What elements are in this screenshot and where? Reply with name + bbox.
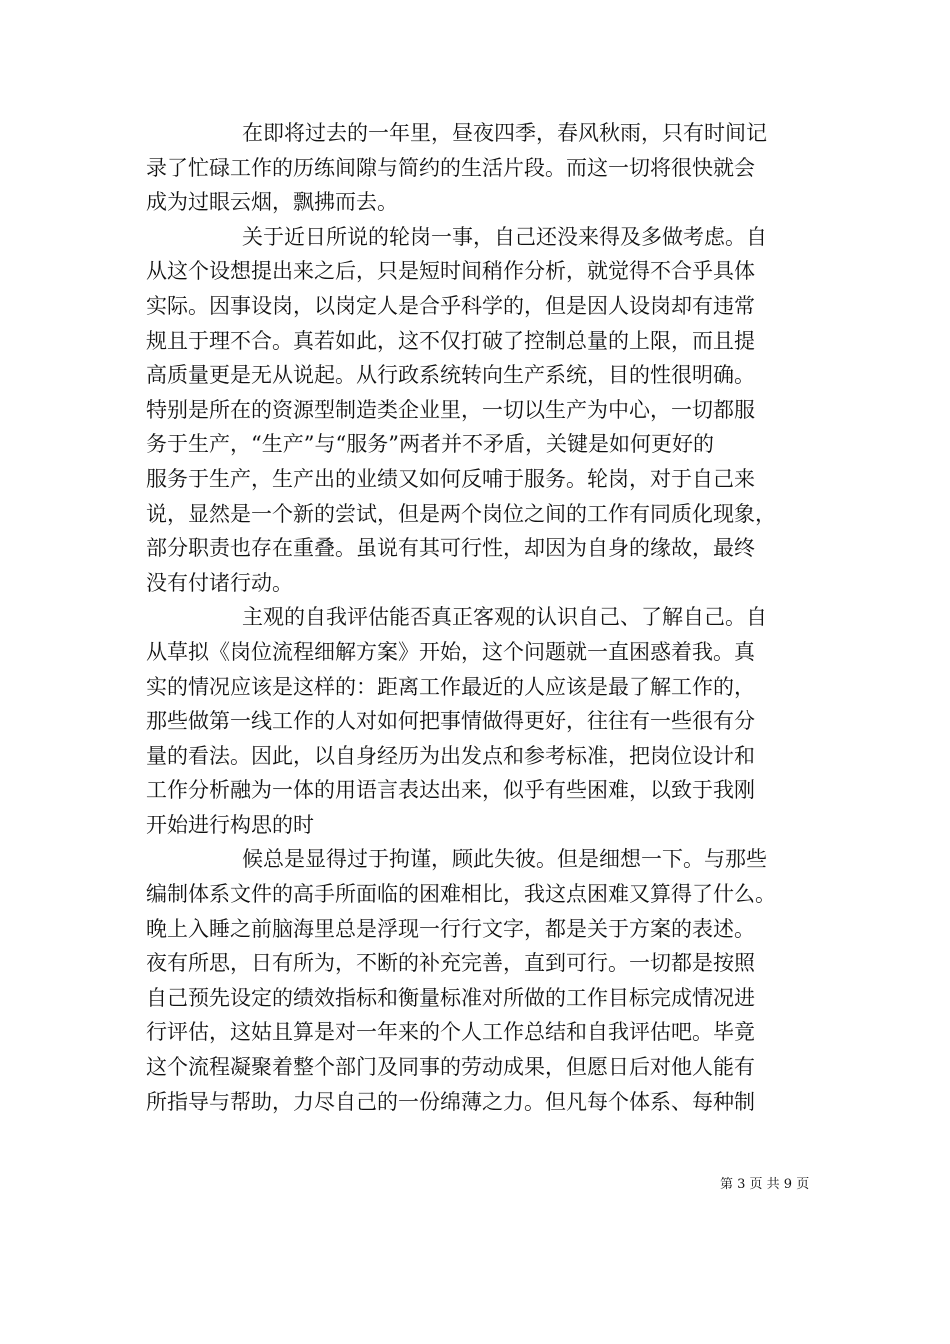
page-number: 第 3 页 共 9 页 <box>720 1177 810 1192</box>
text-line: 说，显然是一个新的尝试，但是两个岗位之间的工作有同质化现象， <box>146 501 776 526</box>
text-line: 自己预先设定的绩效指标和衡量标准对所做的工作目标完成情况进 <box>146 985 755 1010</box>
text-line: 服务于生产，生产出的业绩又如何反哺于服务。轮岗，对于自己来 <box>146 466 755 491</box>
document-body <box>146 116 822 1119</box>
text-line: 关于近日所说的轮岗一事，自己还没来得及多做考虑。自 <box>242 224 767 249</box>
text-line: 特别是所在的资源型制造类企业里，一切以生产为中心，一切都服 <box>146 397 755 422</box>
paragraph-3 <box>146 600 822 842</box>
text-line: 开始进行构思的时 <box>146 812 314 837</box>
text-line: 没有付诸行动。 <box>146 570 293 595</box>
text-line: 成为过眼云烟，飘拂而去。 <box>146 190 398 215</box>
text-line: 这个流程凝聚着整个部门及同事的劳动成果，但愿日后对他人能有 <box>146 1055 755 1080</box>
text-line: 实的情况应该是这样的：距离工作最近的人应该是最了解工作的， <box>146 674 755 699</box>
text-line: 部分职责也存在重叠。虽说有其可行性，却因为自身的缘故，最终 <box>146 536 755 561</box>
text-line: 务于生产，“生产”与“服务”两者并不矛盾，关键是如何更好的 <box>146 432 714 457</box>
text-line: 晚上入睡之前脑海里总是浮现一行行文字，都是关于方案的表述。 <box>146 916 755 941</box>
text-line: 实际。因事设岗，以岗定人是合乎科学的，但是因人设岗却有违常 <box>146 293 755 318</box>
text-line: 从草拟《岗位流程细解方案》开始，这个问题就一直困惑着我。真 <box>146 639 755 664</box>
text-line: 在即将过去的一年里，昼夜四季，春风秋雨，只有时间记 <box>242 121 767 145</box>
text-line: 那些做第一线工作的人对如何把事情做得更好，往往有一些很有分 <box>146 709 755 734</box>
text-line: 候总是显得过于拘谨，顾此失彼。但是细想一下。与那些 <box>242 847 767 872</box>
text-line: 高质量更是无从说起。从行政系统转向生产系统，目的性很明确。 <box>146 363 755 388</box>
text-line: 编制体系文件的高手所面临的困难相比，我这点困难又算得了什么。 <box>146 882 776 907</box>
text-line: 量的看法。因此，以自身经历为出发点和参考标准，把岗位设计和 <box>146 743 755 768</box>
paragraph-4 <box>146 842 822 1119</box>
text-line: 录了忙碌工作的历练间隙与简约的生活片段。而这一切将很快就会 <box>146 155 755 180</box>
text-line: 规且于理不合。真若如此，这不仅打破了控制总量的上限，而且提 <box>146 328 755 353</box>
text-line: 主观的自我评估能否真正客观的认识自己、了解自己。自 <box>242 605 767 630</box>
paragraph-1 <box>146 116 822 220</box>
text-line: 所指导与帮助，力尽自己的一份绵薄之力。但凡每个体系、每种制 <box>146 1089 755 1114</box>
text-line: 行评估，这姑且算是对一年来的个人工作总结和自我评估吧。毕竟 <box>146 1020 755 1045</box>
text-line: 夜有所思，日有所为，不断的补充完善，直到可行。一切都是按照 <box>146 951 755 976</box>
text-line: 从这个设想提出来之后，只是短时间稍作分析，就觉得不合乎具体 <box>146 259 755 284</box>
paragraph-2 <box>146 220 822 601</box>
text-line: 工作分析融为一体的用语言表达出来，似乎有些困难，以致于我刚 <box>146 778 755 803</box>
